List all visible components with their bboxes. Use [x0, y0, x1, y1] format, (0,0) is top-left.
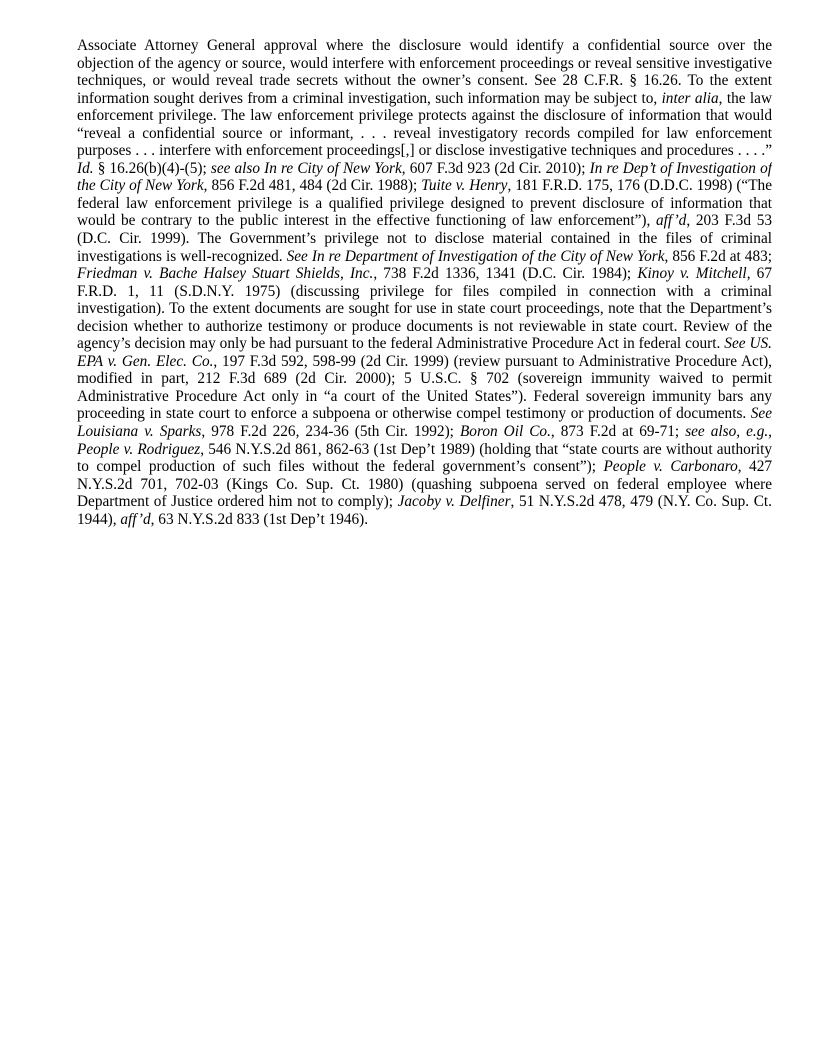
text-line — [77, 248, 772, 266]
citation-italic-text: In re Dep’t of Investigation of — [589, 159, 772, 177]
text-line — [77, 55, 772, 73]
text-segment: § 16.26(b)(4)-(5); — [93, 159, 211, 177]
text-line — [77, 37, 772, 55]
citation-italic-text: Id. — [77, 159, 94, 177]
text-line — [77, 265, 772, 283]
citation-italic-text: inter alia — [661, 89, 719, 107]
text-segment: , 738 F.2d 1336, 1341 (D.C. Cir. 1984); — [373, 265, 638, 283]
text-segment: , 873 F.2d at 69-71; — [550, 423, 686, 441]
text-line — [77, 195, 772, 213]
text-segment: , 978 F.2d 226, 234-36 (5th Cir. 1992); — [201, 423, 460, 441]
citation-italic-text: Tuite v. Henry — [421, 177, 508, 195]
citation-italic-text: See — [750, 405, 772, 423]
text-segment: federal law enforcement privilege is a qualified privilege designed to prevent disclosure of information that — [77, 194, 772, 212]
text-segment: , 856 F.2d 481, 484 (2d Cir. 1988); — [203, 177, 422, 195]
text-line — [77, 125, 772, 143]
text-segment: proceeding in state court to enforce a subpoena or otherwise compel testimony or production of documents. — [77, 405, 751, 423]
text-line — [77, 476, 772, 494]
text-line — [77, 511, 772, 529]
citation-italic-text: Jacoby v. Delfiner — [397, 493, 511, 511]
text-segment: enforcement privilege. The law enforcement privilege protects against the disclosure of information that would — [77, 107, 772, 125]
text-segment: objection of the agency or source, would interfere with enforcement proceedings or reveal sensitive investigative — [77, 54, 772, 72]
text-line — [77, 107, 772, 125]
citation-italic-text: see also In re City of New York — [210, 159, 402, 177]
text-segment: , 67 — [746, 265, 772, 283]
text-segment: , 197 F.3d 592, 598-99 (2d Cir. 1999) (review pursuant to Administrative Procedure Act), — [213, 352, 772, 370]
citation-italic-text: see also, e.g., — [685, 423, 772, 441]
text-line — [77, 423, 772, 441]
text-line — [77, 142, 772, 160]
text-line — [77, 212, 772, 230]
text-line — [77, 160, 772, 178]
text-line — [77, 458, 772, 476]
text-line — [77, 353, 772, 371]
text-segment: , 63 N.Y.S.2d 833 (1st Dep’t 1946). — [150, 510, 369, 528]
citation-italic-text: Friedman v. Bache Halsey Stuart Shields, Inc. — [77, 265, 374, 283]
text-line — [77, 370, 772, 388]
text-segment: (D.C. Cir. 1999). The Government’s privilege not to disclose material contained in the files of criminal — [77, 230, 772, 248]
text-segment: purposes . . . interfere with enforcement proceedings[,] or disclose investigative techniques and procedures . . . .” — [77, 142, 772, 160]
text-segment: investigation). To the extent documents are sought for use in state court proceedings, note that the Department’s — [77, 300, 772, 318]
text-segment: agency’s decision may only be had pursuant to the federal Administrative Procedure Act in federal court. — [77, 335, 725, 353]
text-segment: Administrative Procedure Act only in “a court of the United States”). Federal sovereign immunity bars any — [77, 387, 772, 405]
text-line — [77, 388, 772, 406]
text-segment: to compel production of such files without the federal government’s consent”); — [77, 458, 604, 476]
citation-italic-text: aff’d — [120, 510, 151, 528]
citation-italic-text: People v. Rodriguez — [77, 440, 201, 458]
text-segment: , 181 F.R.D. 175, 176 (D.D.C. 1998) (“The — [507, 177, 772, 195]
text-segment: , the law — [718, 89, 772, 107]
text-segment: , 856 F.2d at 483; — [664, 247, 772, 265]
text-line — [77, 300, 772, 318]
text-segment: N.Y.S.2d 701, 702-03 (Kings Co. Sup. Ct. 1980) (quashing subpoena served on federal employee where — [77, 475, 772, 493]
text-line — [77, 441, 772, 459]
citation-italic-text: aff’d — [656, 212, 687, 230]
text-line — [77, 90, 772, 108]
text-line — [77, 318, 772, 336]
citation-italic-text: Kinoy v. Mitchell — [637, 265, 747, 283]
document-page — [77, 37, 772, 528]
text-line — [77, 493, 772, 511]
text-segment: , 427 — [737, 458, 772, 476]
text-segment: investigations is well-recognized. — [77, 247, 287, 265]
text-line — [77, 72, 772, 90]
text-segment: techniques, or would reveal trade secrets without the owner’s consent. See 28 C.F.R. § 16.26. To the extent — [77, 72, 772, 90]
citation-italic-text: See US. — [724, 335, 772, 353]
body-paragraph — [77, 37, 772, 528]
text-segment: , 546 N.Y.S.2d 861, 862-63 (1st Dep’t 1989) (holding that “state courts are without authority — [200, 440, 772, 458]
citation-italic-text: People v. Carbonaro — [603, 458, 738, 476]
text-line — [77, 405, 772, 423]
text-segment: modified in part, 212 F.3d 689 (2d Cir. 2000); 5 U.S.C. § 702 (sovereign immunity waived to permit — [77, 370, 772, 388]
text-line — [77, 335, 772, 353]
citation-italic-text: EPA v. Gen. Elec. Co. — [77, 352, 214, 370]
text-segment: , 203 F.3d 53 — [686, 212, 772, 230]
citation-italic-text: Boron Oil Co. — [459, 423, 551, 441]
text-line — [77, 283, 772, 301]
text-segment: decision whether to authorize testimony or produce documents is not reviewable in state court. Review of the — [77, 317, 772, 335]
citation-italic-text: Louisiana v. Sparks — [77, 423, 202, 441]
text-segment: Department of Justice ordered him not to comply); — [77, 493, 398, 511]
text-segment: information sought derives from a criminal investigation, such information may be subject to, — [77, 89, 662, 107]
text-segment: “reveal a confidential source or informant, . . . reveal investigatory records compiled for law enforcement — [77, 124, 772, 142]
citation-italic-text: See In re Department of Investigation of the City of New York — [286, 247, 665, 265]
citation-italic-text: the City of New York — [77, 177, 204, 195]
text-segment: 1944), — [77, 510, 121, 528]
text-segment: , 607 F.3d 923 (2d Cir. 2010); — [401, 159, 590, 177]
text-segment: , 51 N.Y.S.2d 478, 479 (N.Y. Co. Sup. Ct. — [510, 493, 772, 511]
text-line — [77, 177, 772, 195]
text-line — [77, 230, 772, 248]
text-segment: F.R.D. 1, 11 (S.D.N.Y. 1975) (discussing privilege for files compiled in connection with a criminal — [77, 282, 772, 300]
text-segment: would be contrary to the public interest in the effective functioning of law enforcement”), — [77, 212, 657, 230]
text-segment: Associate Attorney General approval where the disclosure would identify a confidential source over the — [77, 37, 772, 54]
